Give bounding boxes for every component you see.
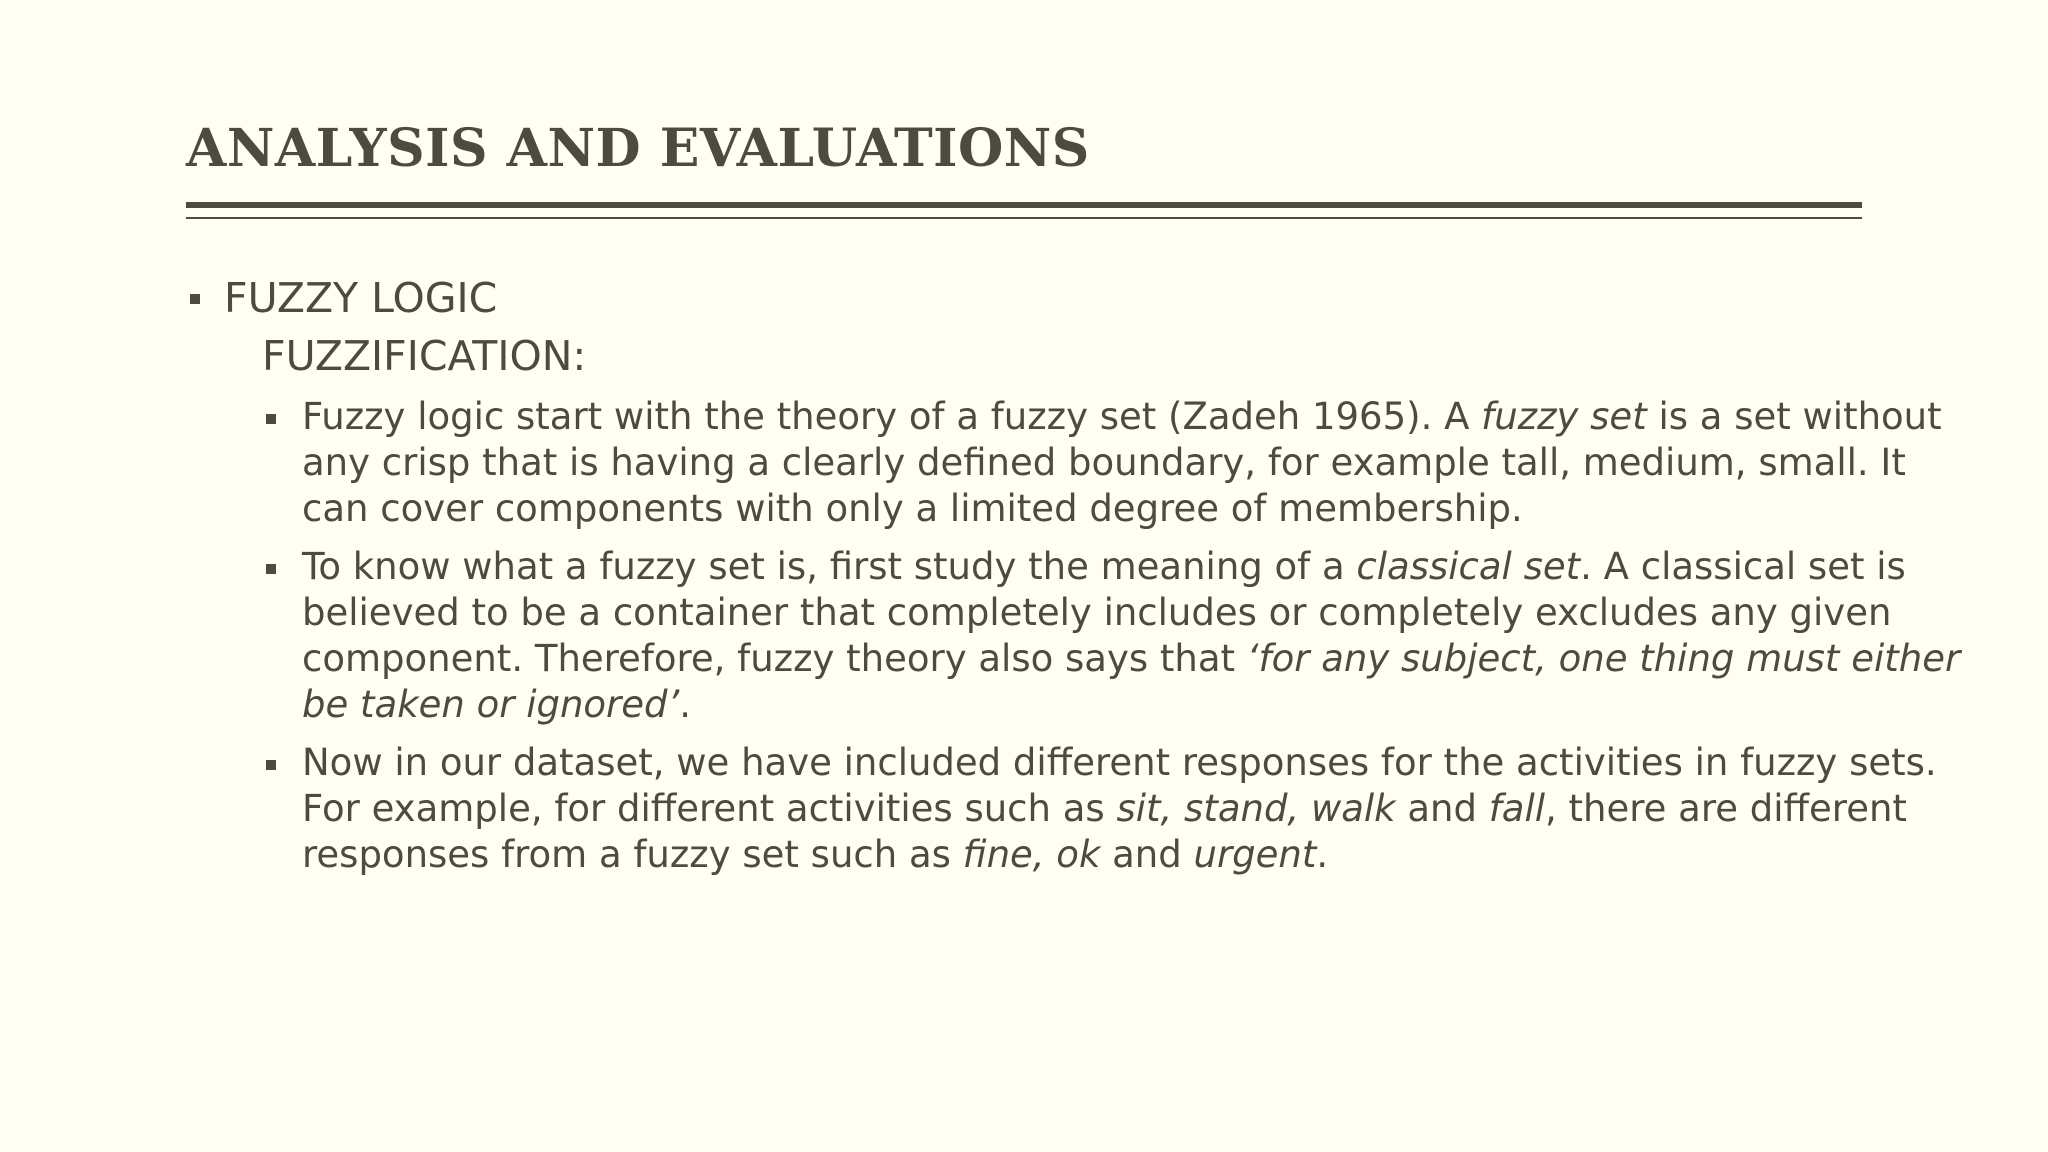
subtopic-label: FUZZIFICATION: bbox=[262, 332, 587, 380]
bullet-line bbox=[302, 682, 1872, 728]
body-text: any crisp that is having a clearly defined boundary, for example tall, medium, small. It bbox=[302, 441, 1906, 484]
emphasis-text: urgent bbox=[1193, 833, 1317, 876]
bullet-line bbox=[302, 832, 1872, 878]
square-bullet-icon bbox=[266, 564, 276, 574]
square-bullet-icon bbox=[190, 294, 200, 304]
bullet-point bbox=[262, 394, 1942, 532]
slide-title: ANALYSIS AND EVALUATIONS bbox=[186, 118, 1090, 179]
bullet-line bbox=[302, 636, 1961, 682]
bullet-list bbox=[186, 394, 1961, 878]
body-text: responses from a fuzzy set such as bbox=[302, 833, 963, 876]
slide-content bbox=[186, 272, 1961, 878]
body-text: To know what a fuzzy set is, first study the meaning of a bbox=[302, 545, 1357, 588]
topic-bullet-item bbox=[186, 272, 1866, 324]
bullet-line bbox=[302, 394, 1942, 440]
bullet-line bbox=[302, 544, 1906, 590]
body-text: Fuzzy logic start with the theory of a fuzzy set (Zadeh 1965). A bbox=[302, 395, 1482, 438]
title-rule-thick bbox=[186, 202, 1862, 208]
body-text: . A classical set is bbox=[1580, 545, 1906, 588]
square-bullet-icon bbox=[266, 760, 276, 770]
body-text: . bbox=[679, 683, 692, 726]
bullet-line bbox=[302, 440, 1906, 486]
body-text: . bbox=[1316, 833, 1329, 876]
emphasis-text: classical set bbox=[1356, 545, 1581, 588]
body-text: and bbox=[1395, 787, 1489, 830]
emphasis-text: fine, ok bbox=[962, 833, 1101, 876]
body-text: and bbox=[1100, 833, 1194, 876]
body-text: For example, for different activities such as bbox=[302, 787, 1117, 830]
emphasis-text: be taken or ignored’ bbox=[302, 683, 680, 726]
bullet-line bbox=[302, 486, 1872, 532]
emphasis-text: sit, stand, walk bbox=[1116, 787, 1396, 830]
topic-label: FUZZY LOGIC bbox=[224, 274, 498, 322]
body-text: Now in our dataset, we have included different responses for the activities in fuzzy sets. bbox=[302, 741, 1937, 784]
body-text: can cover components with only a limited degree of membership. bbox=[302, 487, 1523, 530]
body-text: believed to be a container that completely includes or completely excludes any given bbox=[302, 591, 1892, 634]
emphasis-text: fuzzy set bbox=[1481, 395, 1647, 438]
emphasis-text: ‘for any subject, one thing must either bbox=[1246, 637, 1961, 680]
emphasis-text: fall bbox=[1488, 787, 1546, 830]
body-text: component. Therefore, fuzzy theory also says that bbox=[302, 637, 1247, 680]
title-rule-thin bbox=[186, 217, 1862, 219]
square-bullet-icon bbox=[266, 414, 276, 424]
body-text: , there are different bbox=[1545, 787, 1907, 830]
bullet-point bbox=[262, 740, 1937, 878]
bullet-line bbox=[302, 740, 1937, 786]
bullet-line bbox=[302, 590, 1892, 636]
body-text: is a set without bbox=[1646, 395, 1942, 438]
bullet-line bbox=[302, 786, 1907, 832]
bullet-point bbox=[262, 544, 1961, 728]
